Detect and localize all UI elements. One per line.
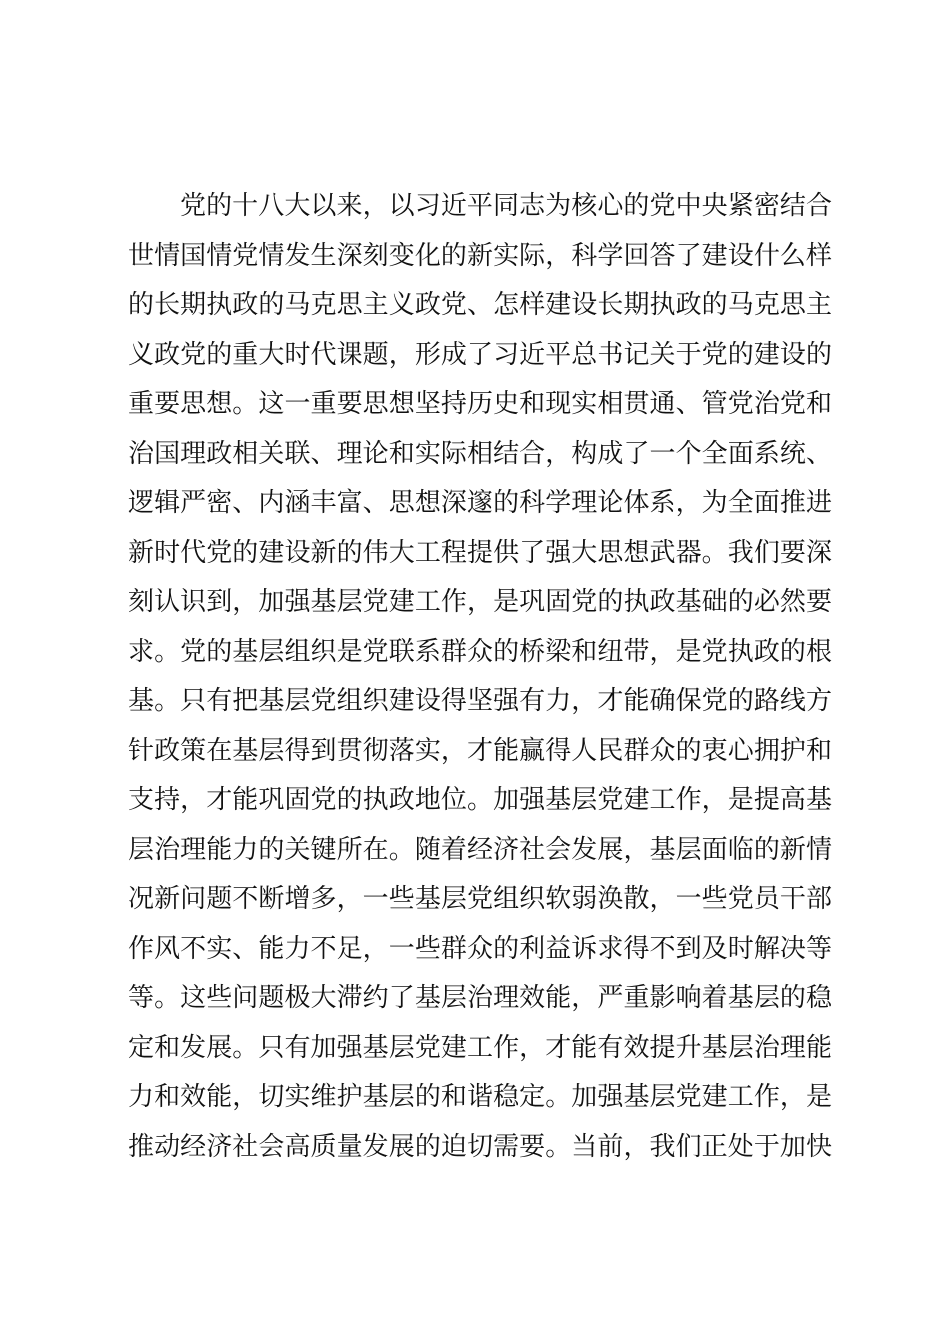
paragraph-line: 层治理能力的关键所在。随着经济社会发展，基层面临的新情 <box>128 834 832 865</box>
paragraph-line: 等。这些问题极大滞约了基层治理效能，严重影响着基层的稳 <box>128 983 832 1013</box>
paragraph-line: 重要思想。这一重要思想坚持历史和现实相贯通、管党治党和 <box>128 389 832 419</box>
paragraph-line: 义政党的重大时代课题，形成了习近平总书记关于党的建设的 <box>128 339 832 370</box>
paragraph-line: 推动经济社会高质量发展的迫切需要。当前，我们正处于加快 <box>128 1131 832 1162</box>
paragraph-line: 逻辑严密、内涵丰富、思想深邃的科学理论体系，为全面推进 <box>128 488 832 518</box>
paragraph-line: 党的十八大以来，以习近平同志为核心的党中央紧密结合 <box>180 191 832 221</box>
paragraph-line: 基。只有把基层党组织建设得坚强有力，才能确保党的路线方 <box>128 686 832 716</box>
paragraph-line: 的长期执政的马克思主义政党、怎样建设长期执政的马克思主 <box>128 290 832 320</box>
paragraph-line: 世情国情党情发生深刻变化的新实际，科学回答了建设什么样 <box>128 240 832 271</box>
paragraph-line: 刻认识到，加强基层党建工作，是巩固党的执政基础的必然要 <box>128 587 832 617</box>
paragraph-line: 况新问题不断增多，一些基层党组织软弱涣散，一些党员干部 <box>128 884 832 914</box>
paragraph-line: 定和发展。只有加强基层党建工作，才能有效提升基层治理能 <box>128 1032 832 1063</box>
paragraph-line: 求。党的基层组织是党联系群众的桥梁和纽带，是党执政的根 <box>128 636 832 667</box>
paragraph-line: 针政策在基层得到贯彻落实，才能赢得人民群众的衷心拥护和 <box>128 735 832 766</box>
paragraph-line: 支持，才能巩固党的执政地位。加强基层党建工作，是提高基 <box>128 785 832 815</box>
paragraph-line: 治国理政相关联、理论和实际相结合，构成了一个全面系统、 <box>128 438 832 469</box>
paragraph-line: 作风不实、能力不足，一些群众的利益诉求得不到及时解决等 <box>128 933 832 964</box>
paragraph-line: 新时代党的建设新的伟大工程提供了强大思想武器。我们要深 <box>128 537 832 568</box>
body-paragraph <box>128 182 832 1172</box>
paragraph-line: 力和效能，切实维护基层的和谐稳定。加强基层党建工作，是 <box>128 1082 832 1112</box>
